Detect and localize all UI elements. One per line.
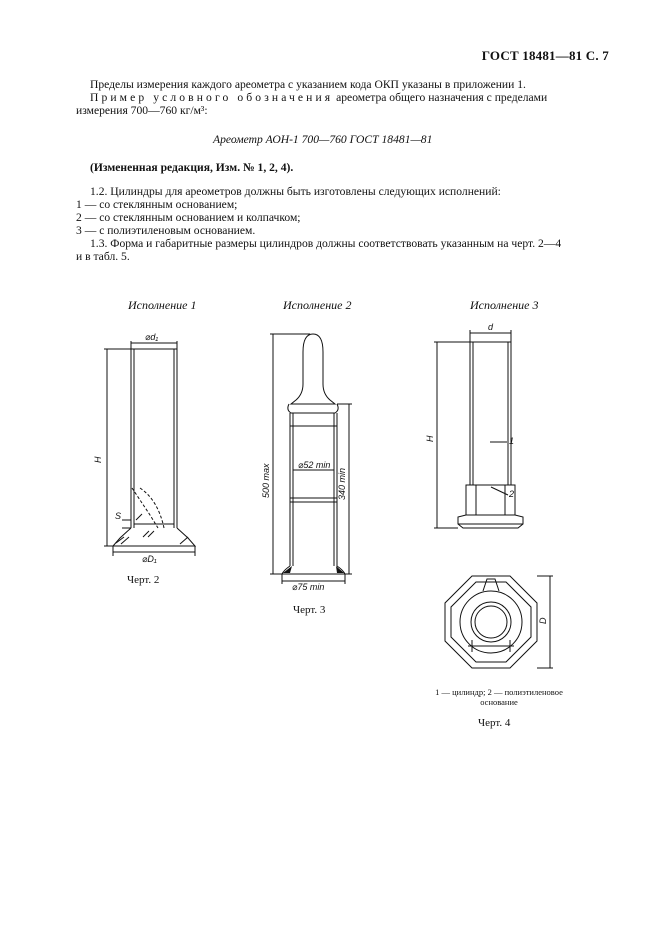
- dim-75: ⌀75 min: [292, 582, 325, 592]
- callout-1: 1: [509, 436, 515, 446]
- dim-d: d: [488, 322, 494, 332]
- paragraph-1-3: 1.3. Форма и габаритные размеры цилиндров должны соответствовать указанным на черт. 2—4: [90, 237, 562, 250]
- designation-lead: Пример условного обозначения: [90, 91, 334, 104]
- dim-H-1: H: [93, 456, 103, 463]
- figure-2-label: Черт. 3: [293, 604, 326, 616]
- legend-line-1: 1 — цилиндр; 2 — полиэтиленовое: [435, 687, 563, 697]
- list-item-1: 1 — со стеклянным основанием;: [76, 198, 238, 211]
- figure-3-label: Черт. 4: [478, 717, 511, 729]
- dim-D: D: [538, 617, 548, 624]
- example-designation: Ареометр АОН-1 700—760 ГОСТ 18481—81: [213, 133, 433, 146]
- figure-1-label: Черт. 2: [127, 574, 160, 586]
- list-item-2: 2 — со стеклянным основанием и колпачком;: [76, 211, 301, 224]
- figure-3-title: Исполнение 3: [470, 298, 539, 312]
- amendment-note: (Измененная редакция, Изм. № 1, 2, 4).: [90, 161, 294, 174]
- figure-2-title: Исполнение 2: [283, 298, 352, 312]
- dim-d1: ⌀d₁: [145, 332, 159, 342]
- figure-1-title: Исполнение 1: [128, 298, 197, 312]
- designation-rest: ареометра общего назначения с пределами: [333, 91, 548, 104]
- dim-500: 500 max: [261, 463, 271, 498]
- dim-D1: ⌀D₁: [142, 554, 157, 564]
- figure-3-legend: [424, 687, 574, 707]
- cylinder-drawing-2: [270, 334, 352, 584]
- paragraph-1-3-line2: и в табл. 5.: [76, 250, 130, 263]
- list-item-3: 3 — с полиэтиленовым основанием.: [76, 224, 256, 237]
- dim-340: 340 min: [337, 467, 347, 500]
- paragraph-1-2: 1.2. Цилиндры для ареометров должны быть изготовлены следующих исполнений:: [90, 185, 501, 198]
- legend-line-2: основание: [480, 697, 518, 707]
- cylinder-drawing-1: [104, 341, 195, 556]
- dim-S: S: [115, 511, 122, 521]
- dim-H-3: H: [425, 435, 435, 442]
- dim-52: ⌀52 min: [298, 460, 331, 470]
- paragraph-measurement-limits: Пределы измерения каждого ареометра с указанием кода ОКП указаны в приложении 1.: [90, 78, 526, 91]
- callout-2: 2: [509, 489, 515, 499]
- page-header: ГОСТ 18481—81 С. 7: [481, 48, 609, 63]
- cylinder-drawing-3: [434, 330, 553, 668]
- designation-line2: измерения 700—760 кг/м³:: [76, 104, 208, 117]
